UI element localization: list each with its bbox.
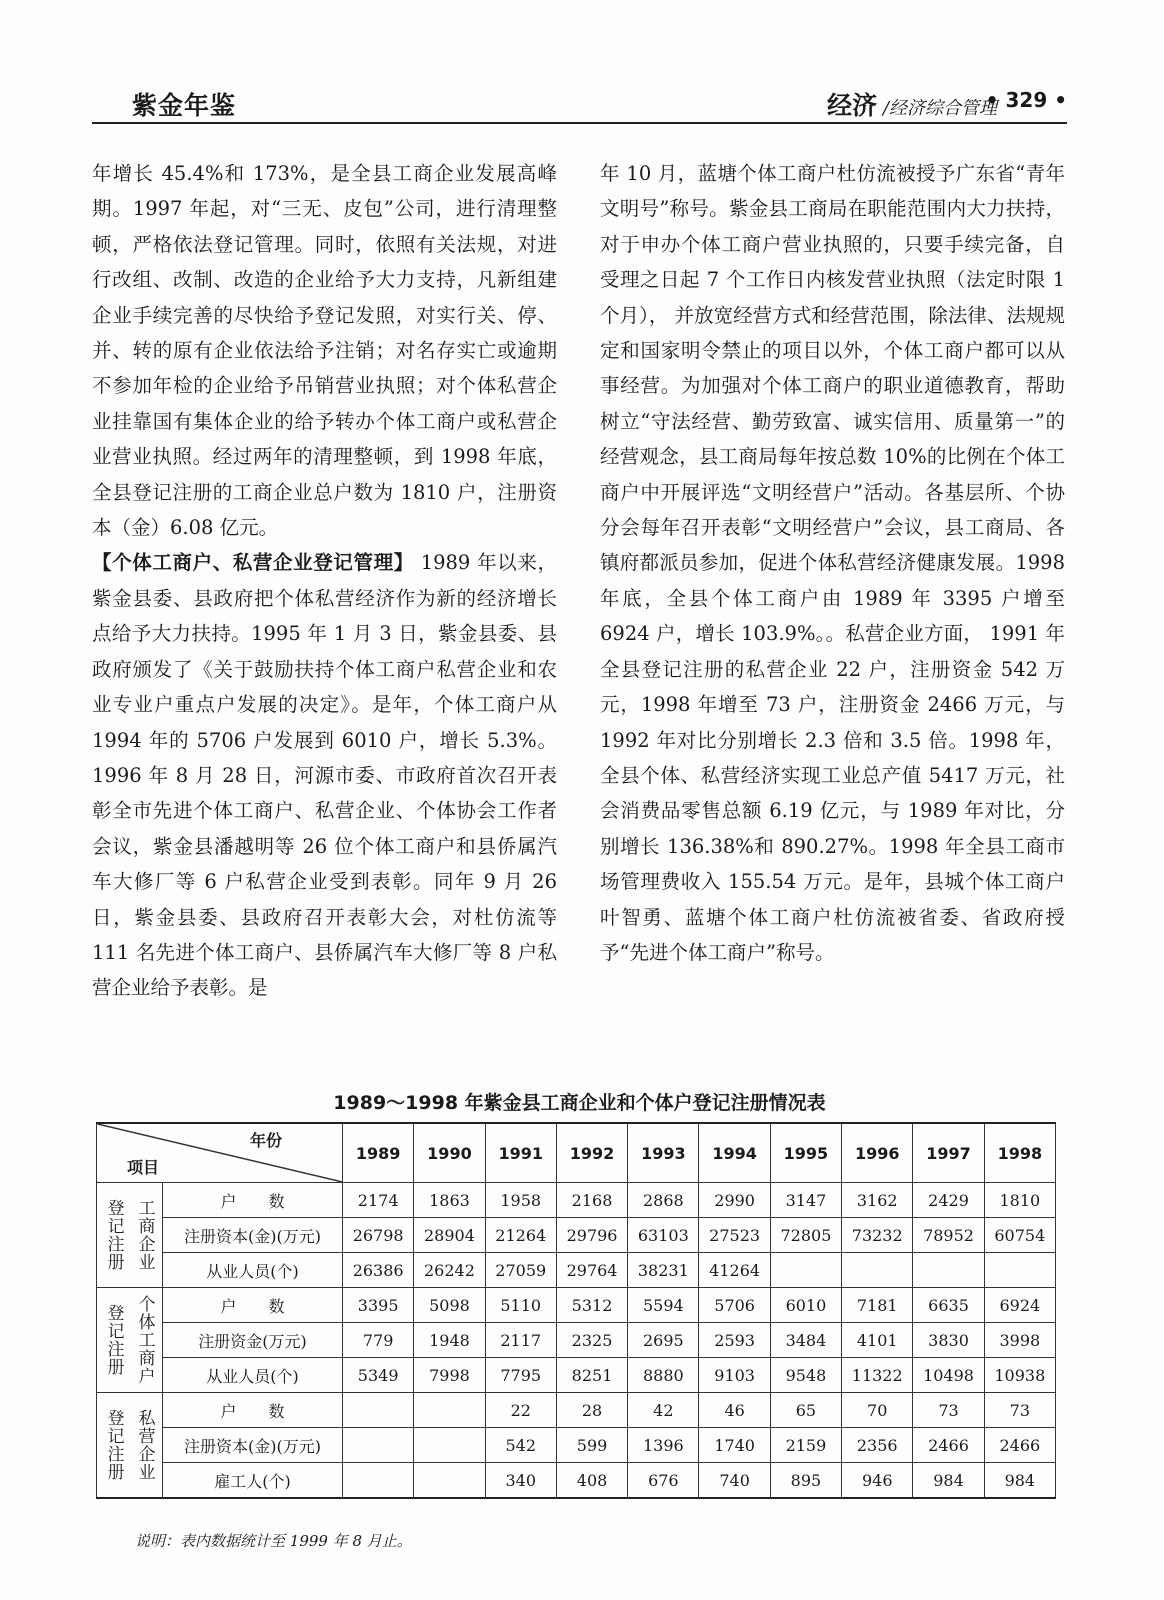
table-cell: 70: [842, 1393, 913, 1428]
table-cell: 1948: [414, 1323, 485, 1358]
table-cell: 5110: [485, 1288, 556, 1323]
table-cell: 2117: [485, 1323, 556, 1358]
table-cell: 5349: [343, 1358, 414, 1393]
table-cell: 72805: [770, 1218, 841, 1253]
table-cell: 26242: [414, 1253, 485, 1288]
table-cell: 10498: [913, 1358, 984, 1393]
table-row: [97, 1323, 1056, 1358]
row-label: 注册资本(金)(万元): [163, 1428, 343, 1463]
year-header: 1997: [913, 1123, 984, 1183]
table-cell: 10938: [984, 1358, 1055, 1393]
table-cell: 3484: [770, 1323, 841, 1358]
year-header: 1991: [485, 1123, 556, 1183]
table-cell: 29796: [556, 1218, 627, 1253]
table-cell: 779: [343, 1323, 414, 1358]
table-cell: 28904: [414, 1218, 485, 1253]
table-cell: 1396: [628, 1428, 699, 1463]
table-cell: 22: [485, 1393, 556, 1428]
page-number: • 329 •: [985, 88, 1067, 112]
year-header: 1995: [770, 1123, 841, 1183]
table-cell: 21264: [485, 1218, 556, 1253]
table-cell: 9103: [699, 1358, 770, 1393]
group-label-cell: [97, 1393, 163, 1499]
table-header-row: [97, 1123, 1056, 1183]
table-cell: 3998: [984, 1323, 1055, 1358]
table-cell: 38231: [628, 1253, 699, 1288]
table-cell: 28: [556, 1393, 627, 1428]
table-cell: [343, 1393, 414, 1428]
group-inner-label: 个体工商户: [134, 1295, 155, 1385]
table-cell: 1863: [414, 1183, 485, 1218]
left-paragraph-2: [92, 545, 557, 1005]
table-cell: 4101: [842, 1323, 913, 1358]
group-inner-label: 私营企业: [134, 1409, 155, 1481]
entry-heading: 【个体工商户、私营企业登记管理】: [92, 551, 414, 575]
subsection-name: /经济综合管理: [882, 98, 997, 119]
row-label: 户 数: [163, 1393, 343, 1428]
table-cell: 2168: [556, 1183, 627, 1218]
table-cell: 676: [628, 1463, 699, 1499]
table-row: [97, 1428, 1056, 1463]
year-header: 1993: [628, 1123, 699, 1183]
table-row: [97, 1183, 1056, 1218]
table-cell: 3830: [913, 1323, 984, 1358]
table-cell: 5312: [556, 1288, 627, 1323]
right-paragraph-1: 年 10 月，蓝塘个体工商户杜仿流被授予广东省“青年文明号”称号。紫金县工商局在职能范围内大力扶持，对于申办个体工商户营业执照的，只要手续完备，自受理之日起 7 个工作日内核发营业执照（法定时限 1 个月）， 并放宽经营方式和经营范围，除法律、法规规定和国家明令禁止的项目以外，个体工商户都可以从事经营。为加强对个体工商户的职业道德教育，帮助树立“守法经营、勤劳致富、诚实信用、质量第一”的经营观念，县工商局每年按总数 10%的比例在个体工商户中开展评选“文明经营户”活动。各基层所、个协分会每年召开表彰“文明经营户”会议，县工商局、各镇府都派员参加，促进个体私营经济健康发展。1998 年底，全县个体工商户由 1989 年 3395 户增至 6924 户，增长 103.9%。。私营企业方面， 1991 年全县登记注册的私营企业 22 户，注册资金 542 万元，1998 年增至 73 户，注册资金 2466 万元，与 1992 年对比分别增长 2.3 倍和 3.5 倍。1998 年，全县个体、私营经济实现工业总产值 5417 万元，社会消费品零售总额 6.19 亿元，与 1989 年对比，分别增长 136.38%和 890.27%。1998 年全县工商市场管理费收入 155.54 万元。是年，县城个体工商户叶智勇、蓝塘个体工商户杜仿流被省委、省政府授予“先进个体工商户”称号。: [600, 162, 1065, 964]
table-cell: 1810: [984, 1183, 1055, 1218]
corner-item-label: 项目: [127, 1158, 160, 1177]
page-header: [92, 86, 1067, 124]
table-cell: 27059: [485, 1253, 556, 1288]
row-label: 户 数: [163, 1288, 343, 1323]
table-note: 说明：表内数据统计至 1999 年 8 月止。: [135, 1532, 412, 1550]
group-outer-label: 登记注册: [103, 1199, 124, 1271]
table-cell: 984: [913, 1463, 984, 1499]
table-cell: 2593: [699, 1323, 770, 1358]
table-cell: 27523: [699, 1218, 770, 1253]
table-cell: 7795: [485, 1358, 556, 1393]
left-column: [92, 156, 557, 1006]
table-cell: 7998: [414, 1358, 485, 1393]
table-cell: 984: [984, 1463, 1055, 1499]
table-row: [97, 1358, 1056, 1393]
right-column: [600, 156, 1065, 970]
table-cell: 2429: [913, 1183, 984, 1218]
table-cell: 73: [984, 1393, 1055, 1428]
table-cell: [414, 1463, 485, 1499]
year-header: 1989: [343, 1123, 414, 1183]
section-name: 经济: [827, 91, 878, 120]
table-cell: 73232: [842, 1218, 913, 1253]
table-cell: 73: [913, 1393, 984, 1428]
table-cell: 5594: [628, 1288, 699, 1323]
year-header: 1998: [984, 1123, 1055, 1183]
table-cell: 42: [628, 1393, 699, 1428]
table-cell: 542: [485, 1428, 556, 1463]
table-row: [97, 1218, 1056, 1253]
table-title: 1989～1998 年紫金县工商企业和个体户登记注册情况表: [333, 1092, 826, 1114]
group-label-cell: [97, 1183, 163, 1288]
year-header: 1996: [842, 1123, 913, 1183]
row-label: 从业人员(个): [163, 1253, 343, 1288]
table-cell: 63103: [628, 1218, 699, 1253]
table-cell: 946: [842, 1463, 913, 1499]
year-header: 1990: [414, 1123, 485, 1183]
table-cell: 60754: [984, 1218, 1055, 1253]
registration-table: [96, 1122, 1056, 1499]
table-cell: 78952: [913, 1218, 984, 1253]
year-header: 1994: [699, 1123, 770, 1183]
left-paragraph-1: 年增长 45.4%和 173%，是全县工商企业发展高峰期。1997 年起，对“三无、皮包”公司，进行清理整顿，严格依法登记管理。同时，依照有关法规，对进行改组、改制、改造的企业给予大力支持，凡新组建企业手续完善的尽快给予登记发照，对实行关、停、并、转的原有企业依法给予注销；对名存实亡或逾期不参加年检的企业给予吊销营业执照；对个体私营企业挂靠国有集体企业的给予转办个体工商户或私营企业营业执照。经过两年的清理整顿，到 1998 年底，全县登记注册的工商企业总户数为 1810 户，注册资本（金）6.08 亿元。: [92, 162, 557, 540]
table-cell: 599: [556, 1428, 627, 1463]
row-label: 雇工人(个): [163, 1463, 343, 1499]
table-cell: 3147: [770, 1183, 841, 1218]
table-row: [97, 1463, 1056, 1499]
row-label: 从业人员(个): [163, 1358, 343, 1393]
table-cell: 1958: [485, 1183, 556, 1218]
table-row: [97, 1253, 1056, 1288]
table-cell: 11322: [842, 1358, 913, 1393]
table-cell: 895: [770, 1463, 841, 1499]
corner-year-label: 年份: [249, 1131, 282, 1150]
table-cell: 2466: [984, 1428, 1055, 1463]
table-cell: 2990: [699, 1183, 770, 1218]
table-cell: 408: [556, 1463, 627, 1499]
table-cell: [842, 1253, 913, 1288]
table-cell: 2868: [628, 1183, 699, 1218]
table-cell: 340: [485, 1463, 556, 1499]
table-cell: 2695: [628, 1323, 699, 1358]
table-cell: [414, 1428, 485, 1463]
group-outer-label: 登记注册: [103, 1304, 124, 1376]
table-cell: 7181: [842, 1288, 913, 1323]
row-label: 注册资金(万元): [163, 1323, 343, 1358]
table-cell: 2174: [343, 1183, 414, 1218]
table-cell: 65: [770, 1393, 841, 1428]
table-cell: 5098: [414, 1288, 485, 1323]
table-cell: [414, 1393, 485, 1428]
table-cell: 2466: [913, 1428, 984, 1463]
table-cell: 6010: [770, 1288, 841, 1323]
row-label: 注册资本(金)(万元): [163, 1218, 343, 1253]
table-cell: 6635: [913, 1288, 984, 1323]
table-cell: 2159: [770, 1428, 841, 1463]
row-label: 户 数: [163, 1183, 343, 1218]
table-cell: 8880: [628, 1358, 699, 1393]
table-corner-cell: [97, 1123, 343, 1183]
group-inner-label: 工商企业: [134, 1199, 155, 1271]
table-cell: [770, 1253, 841, 1288]
table-cell: 1740: [699, 1428, 770, 1463]
table-cell: [343, 1428, 414, 1463]
table-cell: 46: [699, 1393, 770, 1428]
year-header: 1992: [556, 1123, 627, 1183]
table-cell: [913, 1253, 984, 1288]
table-cell: 26798: [343, 1218, 414, 1253]
table-cell: 6924: [984, 1288, 1055, 1323]
table-cell: [343, 1463, 414, 1499]
table-row: [97, 1288, 1056, 1323]
table-cell: 3162: [842, 1183, 913, 1218]
table-cell: 5706: [699, 1288, 770, 1323]
book-title: 紫金年鉴: [132, 91, 237, 120]
table-cell: 41264: [699, 1253, 770, 1288]
table-body: [97, 1183, 1056, 1499]
table-cell: 3395: [343, 1288, 414, 1323]
group-outer-label: 登记注册: [103, 1409, 124, 1481]
table-cell: 2325: [556, 1323, 627, 1358]
table-cell: 2356: [842, 1428, 913, 1463]
table-cell: 740: [699, 1463, 770, 1499]
section-title: [827, 86, 997, 122]
table-cell: 29764: [556, 1253, 627, 1288]
entry-body: 1989 年以来，紫金县委、县政府把个体私营经济作为新的经济增长点给予大力扶持。1995 年 1 月 3 日，紫金县委、县政府颁发了《关于鼓励扶持个体工商户私营企业和农业专业户重点户发展的决定》。是年，个体工商户从 1994 年的 5706 户发展到 6010 户，增长 5.3%。1996 年 8 月 28 日，河源市委、市政府首次召开表彰全市先进个体工商户、私营企业、个体协会工作者会议，紫金县潘越明等 26 位个体工商户和县侨属汽车大修厂等 6 户私营企业受到表彰。同年 9 月 26 日，紫金县委、县政府召开表彰大会，对杜仿流等 111 名先进个体工商户、县侨属汽车大修厂等 8 户私营企业给予表彰。是: [92, 551, 557, 1000]
table-cell: 9548: [770, 1358, 841, 1393]
table-cell: 26386: [343, 1253, 414, 1288]
table-cell: [984, 1253, 1055, 1288]
table-cell: 8251: [556, 1358, 627, 1393]
group-label-cell: [97, 1288, 163, 1393]
table-row: [97, 1393, 1056, 1428]
